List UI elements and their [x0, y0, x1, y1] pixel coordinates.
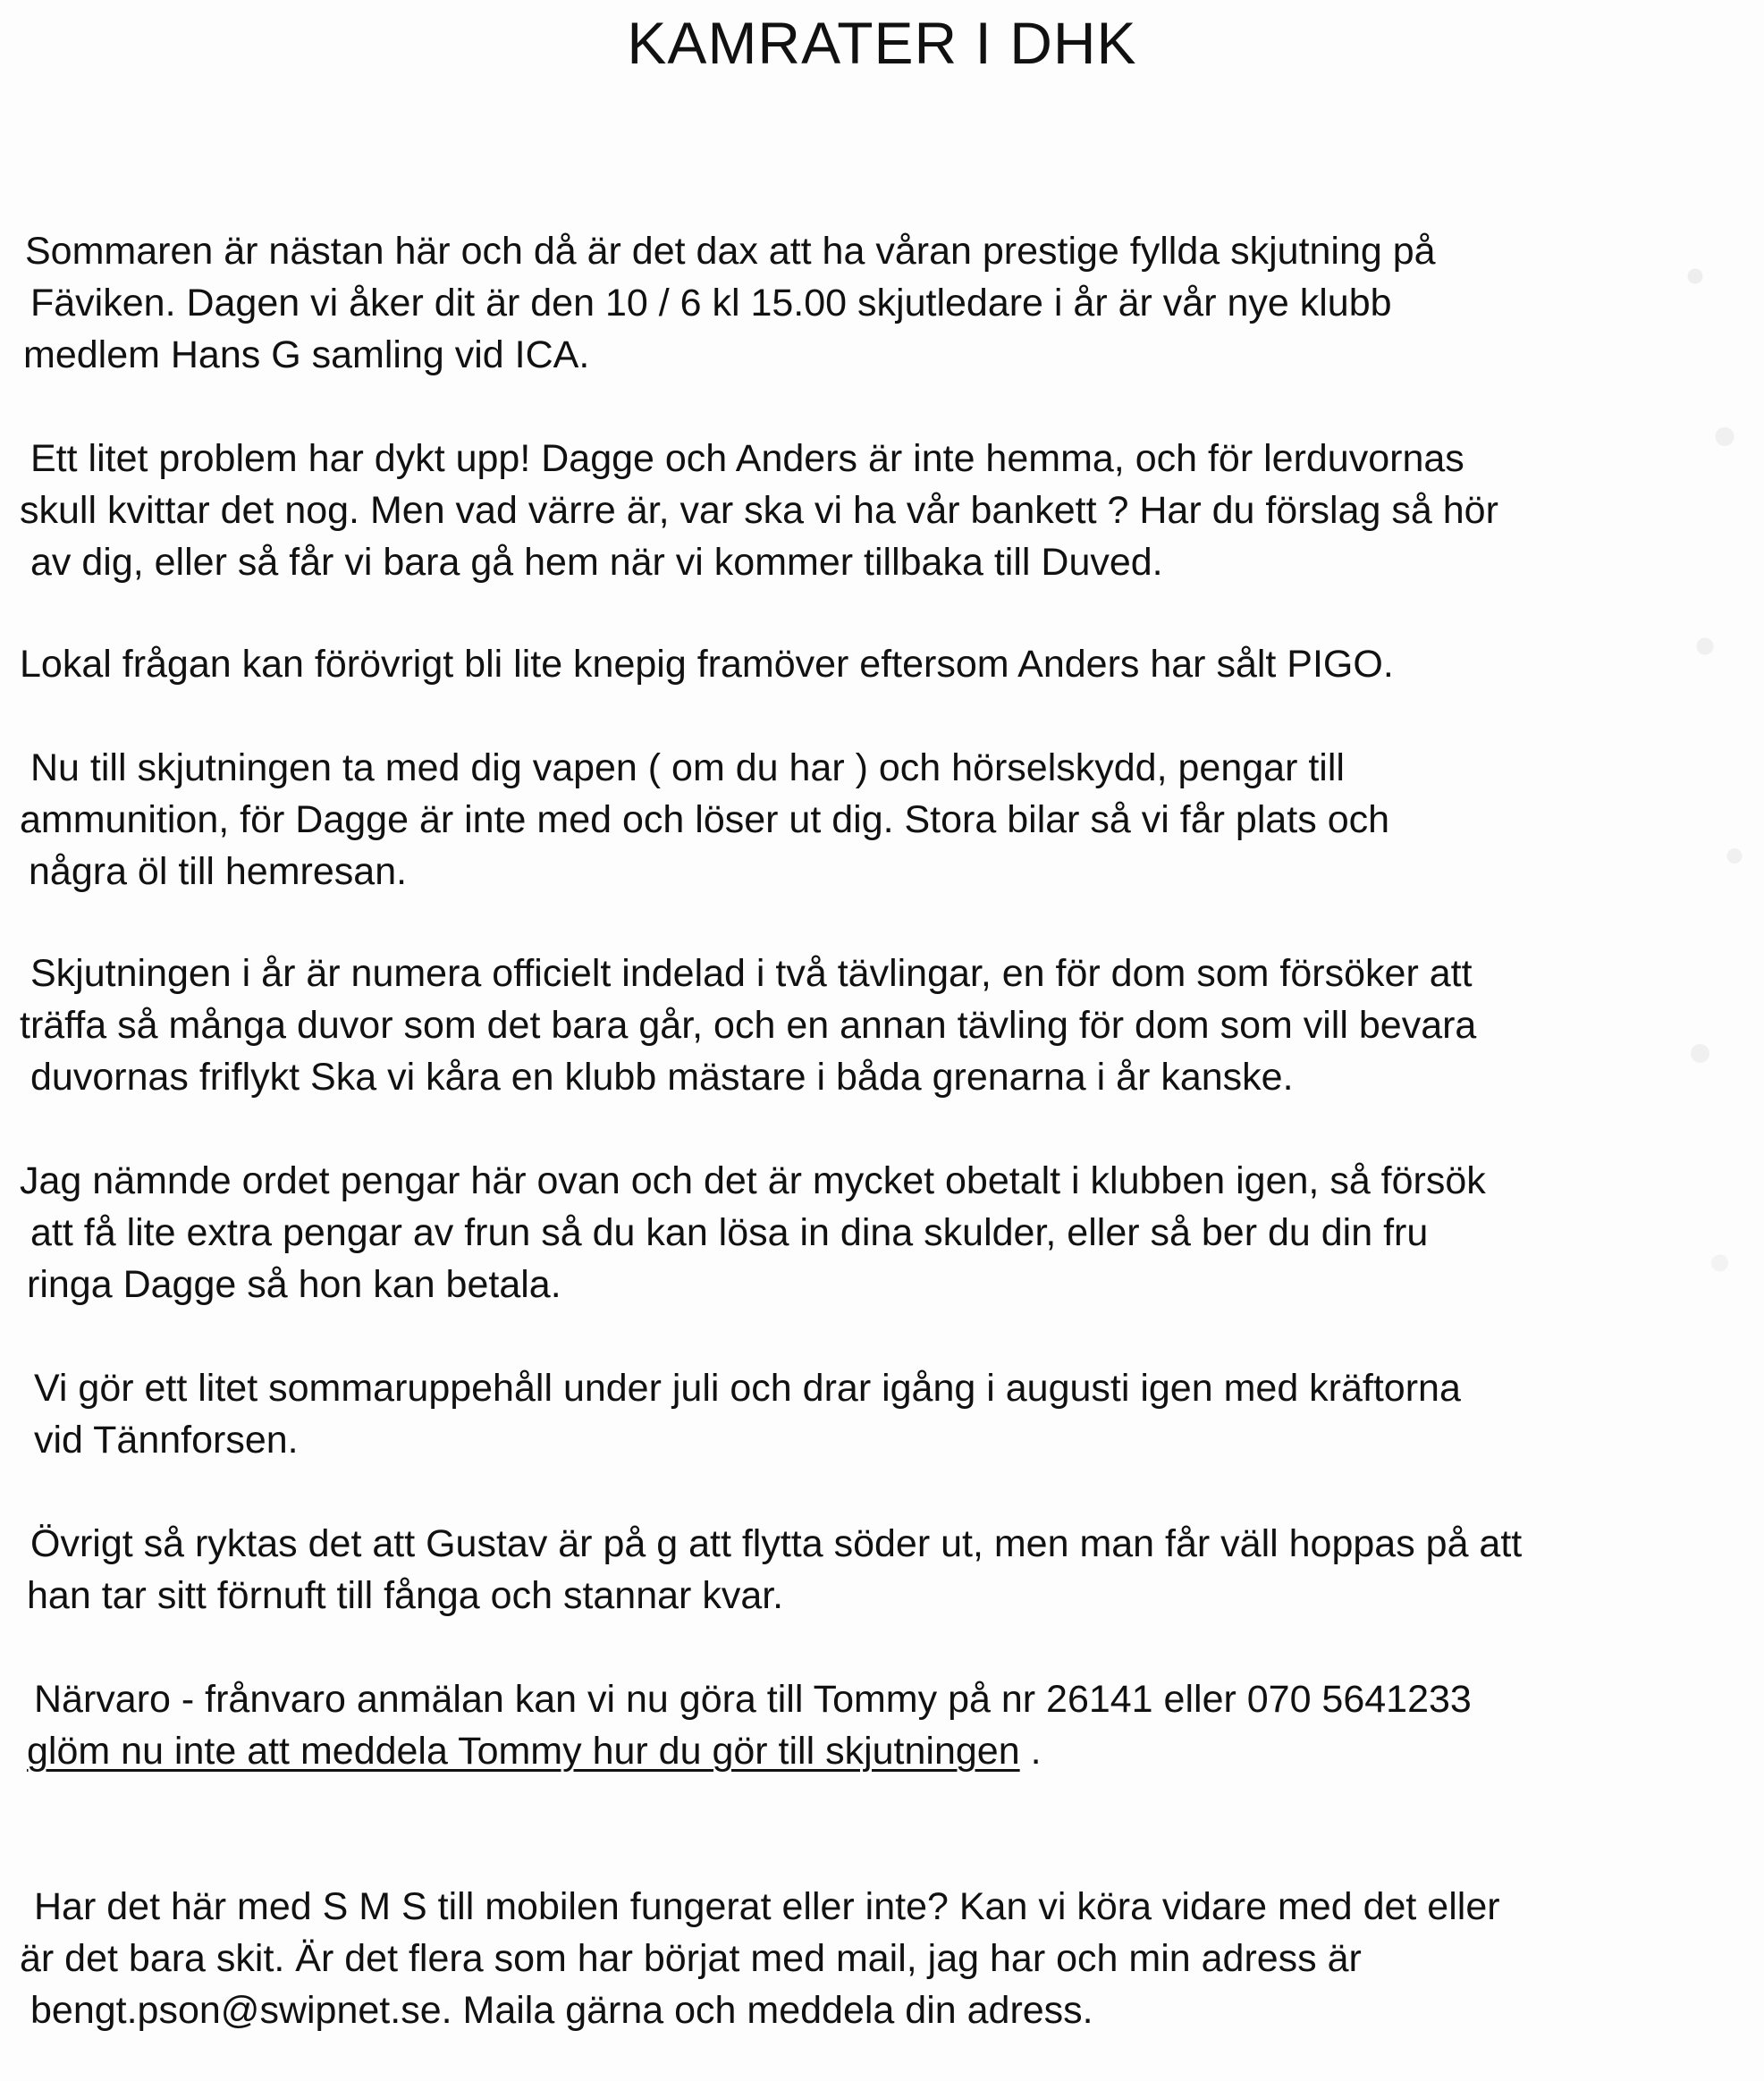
text-line: Jag nämnde ordet pengar här ovan och det är mycket obetalt i klubben igen, så försök — [20, 1159, 1486, 1202]
text-line: Ett litet problem har dykt upp! Dagge och Anders är inte hemma, och för lerduvornas — [30, 437, 1464, 480]
text-line: Skjutningen i år är numera officielt indelad i två tävlingar, en för dom som försöker att — [30, 952, 1473, 995]
paragraph-shooting-date — [20, 225, 1745, 381]
text-line: av dig, eller så får vi bara gå hem när vi kommer tillbaka till Duved. — [30, 541, 1163, 584]
text-line: några öl till hemresan. — [29, 850, 408, 893]
text-line: Lokal frågan kan förövrigt bli lite knepig framöver eftersom Anders har sålt PIGO. — [20, 643, 1394, 686]
text-line: Övrigt så ryktas det att Gustav är på g att flytta söder ut, men man får väll hoppas på att — [30, 1522, 1523, 1565]
text-line: ammunition, för Dagge är inte med och löser ut dig. Stora bilar så vi får plats och — [20, 798, 1390, 841]
text-line: Sommaren är nästan här och då är det dax att ha våran prestige fyllda skjutning på — [25, 230, 1436, 273]
page-title: KAMRATER I DHK — [627, 10, 1137, 76]
paragraph-equipment — [20, 742, 1745, 897]
paragraph-competitions — [20, 948, 1745, 1103]
paragraph-gustav-rumor — [20, 1518, 1745, 1622]
text-line: Närvaro - frånvaro anmälan kan vi nu göra till Tommy på nr 26141 eller 070 5641233 — [34, 1678, 1472, 1721]
text-line: är det bara skit. Är det flera som har börjat med mail, jag har och min adress är — [20, 1937, 1362, 1980]
text-line: Fäviken. Dagen vi åker dit är den 10 / 6 kl 15.00 skjutledare i år är vår nye klubb — [30, 282, 1392, 324]
paragraph-premises — [20, 638, 1745, 690]
text-line: skull kvittar det nog. Men vad värre är, var ska vi ha vår bankett ? Har du förslag så hör — [20, 489, 1498, 532]
text-line: duvornas friflykt Ska vi kåra en klubb mästare i båda grenarna i år kanske. — [30, 1056, 1294, 1099]
text-line: medlem Hans G samling vid ICA. — [23, 333, 590, 376]
text-line: han tar sitt förnuft till fånga och stannar kvar. — [27, 1574, 784, 1617]
text-line: att få lite extra pengar av frun så du kan lösa in dina skulder, eller så ber du din fru — [30, 1211, 1429, 1254]
paragraph-sms-mail — [20, 1881, 1745, 2036]
text-line: bengt.pson@swipnet.se. Maila gärna och meddela din adress. — [30, 1989, 1093, 2032]
text-line: vid Tännforsen. — [34, 1419, 299, 1462]
paragraph-summer-break — [20, 1362, 1745, 1466]
text-line: Har det här med S M S till mobilen fungerat eller inte? Kan vi köra vidare med det eller — [34, 1885, 1500, 1928]
paragraph-payments — [20, 1155, 1745, 1310]
underlined-reminder: glöm nu inte att meddela Tommy hur du gör till skjutningen — [27, 1730, 1020, 1773]
text-line: träffa så många duvor som det bara går, och en annan tävling för dom som vill bevara — [20, 1004, 1477, 1047]
text-line-underlined — [20, 1725, 1745, 1777]
text-line: Vi gör ett litet sommaruppehåll under juli och drar igång i augusti igen med kräftorna — [34, 1367, 1461, 1410]
paragraph-banquet-problem — [20, 433, 1745, 588]
paragraph-attendance — [20, 1673, 1745, 1777]
text-line: ringa Dagge så hon kan betala. — [27, 1263, 561, 1306]
underlined-suffix: . — [1019, 1730, 1042, 1773]
text-line: Nu till skjutningen ta med dig vapen ( om du har ) och hörselskydd, pengar till — [30, 746, 1345, 789]
